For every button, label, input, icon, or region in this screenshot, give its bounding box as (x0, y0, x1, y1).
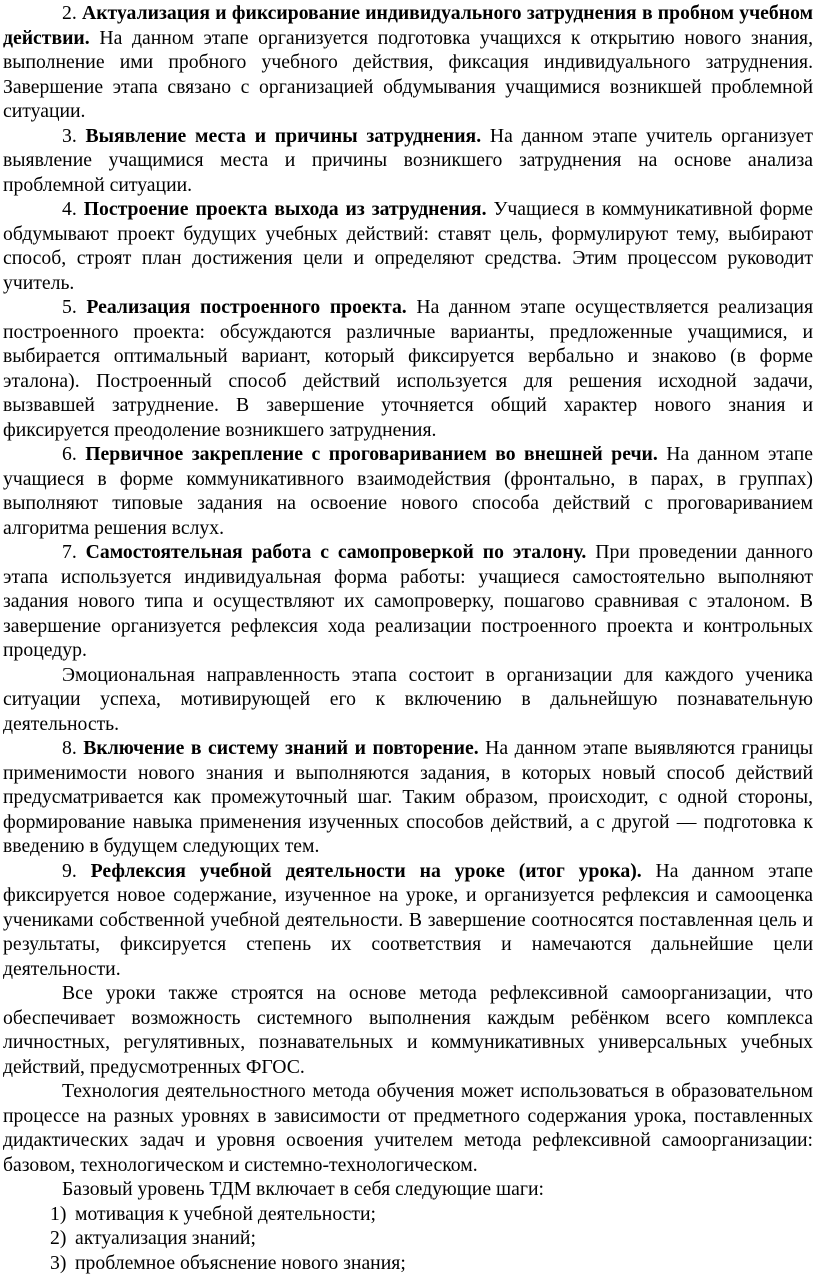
paragraph-text: Учащиеся в коммуникативной форме обдумывают проект будущих учебных действий: ставят цель, формулируют тему, выбирают способ, строят план достижения цели и определяют средства. Этим процессом руководит учитель. (3, 198, 813, 294)
paragraph-stage-2 (3, 1, 813, 124)
paragraph-stage-7 (3, 540, 813, 663)
paragraph-text: На данном этапе организуется подготовка учащихся к открытию нового знания, выполнение ими пробного учебного действия, фиксация индивидуального затруднения. Завершение этапа связано с организацией обдумывания учащимися возникшей проблемной ситуации. (3, 27, 813, 123)
paragraph-stage-5 (3, 295, 813, 442)
paragraph-text: На данном этапе выявляются границы применимости нового знания и выполняются задания, в которых новый способ действий предусматривается как промежуточный шаг. Таким образом, происходит, с одной стороны, формирование навыка применения изученных способов действий, а с другой — подготовка к введению в будущем следующих тем. (3, 737, 813, 857)
list-item-number: 3) (50, 1251, 75, 1275)
paragraph-number: 6. (62, 443, 77, 465)
paragraph-heading: Рефлексия учебной деятельности на уроке (итог урока). (91, 860, 642, 882)
paragraph-number: 8. (62, 737, 77, 759)
paragraph-stage-9 (3, 859, 813, 982)
list-item (3, 1202, 813, 1227)
paragraph-basic-level-intro (3, 1177, 813, 1202)
list-item-number: 1) (50, 1202, 75, 1227)
paragraph-stage-4 (3, 197, 813, 295)
paragraph-reflexive-method (3, 981, 813, 1079)
list-item-text: мотивация к учебной деятельности; (75, 1203, 376, 1225)
paragraph-text: На данном этапе фиксируется новое содержание, изученное на уроке, и организуется рефлексия и самооценка учениками собственной учебной деятельности. В завершение соотносятся поставленная цель и результаты, фиксируется степень их соответствия и намечаются дальнейшие цели деятельности. (3, 860, 813, 980)
paragraph-heading: Включение в систему знаний и повторение. (83, 737, 478, 759)
list-item (3, 1226, 813, 1251)
list-item (3, 1251, 813, 1275)
paragraph-heading: Самостоятельная работа с самопроверкой по эталону. (86, 541, 587, 563)
document-body (3, 1, 813, 1275)
paragraph-text: При проведении данного этапа используется индивидуальная форма работы: учащиеся самостоятельно выполняют задания нового типа и осуществляют их самопроверку, пошагово сравнивая с эталоном. В завершение организуется рефлексия хода реализации построенного проекта и контрольных процедур. (3, 541, 813, 661)
paragraph-text: На данном этапе учащиеся в форме коммуникативного взаимодействия (фронтально, в парах, в группах) выполняют типовые задания на освоение нового способа действий с проговариванием алгоритма решения вслух. (3, 443, 813, 539)
list-item-text: актуализация знаний; (75, 1227, 256, 1249)
paragraph-number: 3. (62, 125, 77, 147)
paragraph-stage-8 (3, 736, 813, 859)
paragraph-heading: Первичное закрепление с проговариванием во внешней речи. (85, 443, 658, 465)
paragraph-text: Все уроки также строятся на основе метода рефлексивной самоорганизации, что обеспечивает возможность системного выполнения каждым ребёнком всего комплекса личностных, регулятивных, познавательных и коммуникативных универсальных учебных действий, предусмотренных ФГОС. (3, 982, 813, 1078)
paragraph-text: Технология деятельностного метода обучения может использоваться в образовательном процессе на разных уровнях в зависимости от предметного содержания урока, поставленных дидактических задач и уровня освоения учителем метода рефлексивной самоорганизации: базовом, технологическом и системно-технологическом. (3, 1080, 813, 1176)
paragraph-text: Эмоциональная направленность этапа состоит в организации для каждого ученика ситуации успеха, мотивирующей его к включению в дальнейшую познавательную деятельность. (3, 664, 813, 735)
paragraph-text: Базовый уровень ТДМ включает в себя следующие шаги: (62, 1178, 544, 1200)
paragraph-heading: Актуализация и фиксирование индивидуального затруднения в пробном учебном действии. (3, 2, 813, 49)
paragraph-text: На данном этапе учитель организует выявление учащимися места и причины возникшего затруднения на основе анализа проблемной ситуации. (3, 125, 813, 196)
paragraph-number: 9. (62, 860, 77, 882)
paragraph-number: 5. (62, 296, 77, 318)
list-item-text: проблемное объяснение нового знания; (75, 1252, 406, 1274)
paragraph-heading: Построение проекта выхода из затруднения. (84, 198, 487, 220)
paragraph-stage-3 (3, 124, 813, 198)
paragraph-stage-6 (3, 442, 813, 540)
paragraph-number: 2. (62, 2, 77, 24)
paragraph-heading: Выявление места и причины затруднения. (86, 125, 482, 147)
list-item-number: 2) (50, 1226, 75, 1251)
paragraph-technology-levels (3, 1079, 813, 1177)
paragraph-emotional-focus (3, 663, 813, 737)
paragraph-heading: Реализация построенного проекта. (86, 296, 406, 318)
paragraph-number: 7. (62, 541, 77, 563)
basic-level-steps-list (3, 1202, 813, 1275)
paragraph-number: 4. (62, 198, 77, 220)
paragraph-text: На данном этапе осуществляется реализация построенного проекта: обсуждаются различные варианты, предложенные учащимися, и выбирается оптимальный вариант, который фиксируется вербально и знаково (в форме эталона). Построенный способ действий используется для решения исходной задачи, вызвавшей затруднение. В завершение уточняется общий характер нового знания и фиксируется преодоление возникшего затруднения. (3, 296, 813, 441)
